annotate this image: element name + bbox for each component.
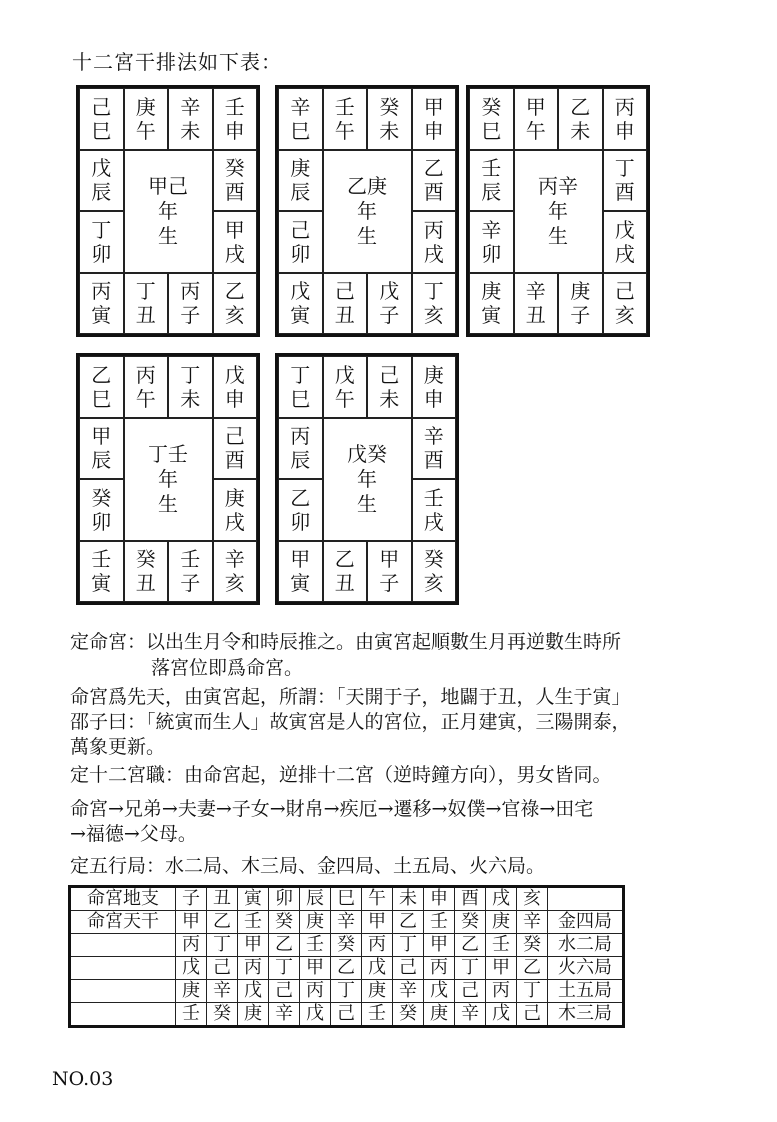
branch-cell: 未 [393,887,424,911]
palace-cell [168,356,213,418]
palace-cell [469,88,514,150]
palace-cell-label: 乙巳 [91,362,112,411]
stem-cell: 癸 [207,1003,238,1027]
palace-cell-label: 丁巳 [290,362,311,411]
palace-cell [412,541,457,603]
stem-cell: 癸 [331,934,362,957]
palace-cell-label: 丙寅 [91,279,112,328]
stem-cell: 庚 [362,980,393,1003]
palace-cell-label: 戊午 [334,362,355,411]
palace-center [124,150,213,273]
palace-cell [79,418,124,480]
center-stems: 丙辛 [538,173,578,198]
palace-cell-label: 癸丑 [135,547,156,596]
section-heading: 十二宮干排法如下表： [72,50,282,74]
palace-cell-label: 壬子 [180,547,201,596]
palace-cell [213,273,258,335]
palace-cell-label: 乙酉 [423,156,444,205]
palace-cell-label: 辛巳 [290,94,311,143]
stem-cell: 壬 [300,934,331,957]
stem-cell: 甲 [300,957,331,980]
palace-cell [124,273,169,335]
result-cell: 水二局 [548,934,624,957]
stem-cell: 甲 [362,911,393,934]
palace-cell [412,479,457,541]
stem-cell: 辛 [517,911,548,934]
stem-cell: 己 [331,1003,362,1027]
palace-cell-label: 己巳 [91,94,112,143]
branch-cell: 寅 [238,887,269,911]
palace-cell [603,88,648,150]
palace-order-line-1: 命宮→兄弟→夫妻→子女→財帛→疾厄→遷移→奴僕→官祿→田宅 [70,798,594,820]
stem-cell: 甲 [176,911,207,934]
palace-cell [514,88,559,150]
stem-cell: 戊 [176,957,207,980]
palace-cell [79,479,124,541]
table-row [70,887,624,911]
branch-cell: 亥 [517,887,548,911]
palace-cell-label: 壬寅 [91,547,112,596]
palace-center [323,418,412,541]
stem-cell: 丁 [269,957,300,980]
palace-cell [412,273,457,335]
table-row [70,957,624,980]
palace-cell-label: 庚午 [135,94,156,143]
palace-cell [79,211,124,273]
center-stems: 甲己 [148,173,188,198]
palace-cell-label: 丁亥 [423,279,444,328]
stem-cell: 甲 [486,957,517,980]
center-year-label: 年生 [158,198,178,248]
palace-cell-label: 庚戌 [224,485,245,534]
palace-cell-label: 丙子 [180,279,201,328]
xiantian-line-1: 命宮爲先天，由寅宮起，所謂：「天開于子，地闢于丑，人生于寅」 [70,686,631,708]
palace-cell [469,273,514,335]
palace-cell-label: 己酉 [224,424,245,473]
table-row [70,1003,624,1027]
palace-cell [412,356,457,418]
palace-cell-label: 乙亥 [224,279,245,328]
stem-cell: 乙 [331,957,362,980]
palace-cell-label: 壬辰 [481,156,502,205]
stem-cell: 己 [207,957,238,980]
center-stems: 丁壬 [148,441,188,466]
palace-cell-label: 丁未 [180,362,201,411]
table-row-label: 命宮天干 [70,911,176,934]
palace-cell [79,150,124,212]
branch-cell: 辰 [300,887,331,911]
branch-cell: 丑 [207,887,238,911]
palace-cell [278,418,323,480]
palace-cell-label: 丁酉 [614,156,635,205]
palace-cell [213,541,258,603]
palace-cell [323,541,368,603]
center-stems: 戊癸 [347,441,387,466]
palace-cell-label: 辛丑 [525,279,546,328]
palace-cell [278,479,323,541]
stem-cell: 庚 [486,911,517,934]
result-cell: 土五局 [548,980,624,1003]
xiantian-line-3: 萬象更新。 [70,736,166,758]
palace-cell [278,150,323,212]
palace-cell [278,88,323,150]
stem-cell: 丙 [486,980,517,1003]
branch-cell: 午 [362,887,393,911]
stem-cell: 癸 [269,911,300,934]
table-header-label: 命宮地支 [70,887,176,911]
palace-cell-label: 丙午 [135,362,156,411]
palace-cell-label: 戊子 [379,279,400,328]
palace-cell-label: 乙卯 [290,485,311,534]
palace-cell [367,88,412,150]
stem-cell: 辛 [455,1003,486,1027]
stem-cell: 乙 [455,934,486,957]
stem-cell: 丁 [207,934,238,957]
palace-order-line-2: →福德→父母。 [70,823,197,845]
palace-cell [603,211,648,273]
palace-cell [124,541,169,603]
palace-cell-label: 乙未 [570,94,591,143]
palace-cell-label: 丁丑 [135,279,156,328]
palace-cell [323,88,368,150]
palace-cell-label: 甲申 [423,94,444,143]
palace-cell-label: 庚寅 [481,279,502,328]
palace-cell [213,418,258,480]
palace-cell-label: 癸巳 [481,94,502,143]
palace-grid-bing-xin [466,85,650,337]
stem-cell: 辛 [393,980,424,1003]
center-year-label: 年生 [357,466,377,516]
stem-cell: 辛 [269,1003,300,1027]
palace-cell-label: 戊寅 [290,279,311,328]
wuxing-line: 定五行局：水二局、木三局、金四局、土五局、火六局。 [70,855,546,877]
palace-cell-label: 丁卯 [91,217,112,266]
palace-cell [323,273,368,335]
palace-grid-yi-geng [275,85,459,337]
stem-cell: 戊 [238,980,269,1003]
palace-cell-label: 辛酉 [423,424,444,473]
palace-grid-jia-ji [76,85,260,337]
palace-cell-label: 甲午 [525,94,546,143]
table-cell-empty [70,957,176,980]
stem-cell: 甲 [424,934,455,957]
ming-gong-line-2: 落宮位即爲命宮。 [151,657,304,679]
palace-cell [278,356,323,418]
palace-cell [603,150,648,212]
stem-cell: 戊 [300,1003,331,1027]
palace-cell [168,541,213,603]
stem-cell: 乙 [393,911,424,934]
palace-cell-label: 甲辰 [91,424,112,473]
table-cell-empty [548,887,624,911]
palace-cell [213,150,258,212]
stem-cell: 己 [517,1003,548,1027]
branch-cell: 酉 [455,887,486,911]
palace-cell-label: 辛未 [180,94,201,143]
result-cell: 木三局 [548,1003,624,1027]
palace-center [124,418,213,541]
palace-cell [469,150,514,212]
stem-cell: 丁 [393,934,424,957]
palace-cell-label: 庚辰 [290,156,311,205]
branch-cell: 巳 [331,887,362,911]
palace-grid-wu-gui [275,353,459,605]
palace-cell-label: 辛亥 [224,547,245,596]
stem-cell: 壬 [424,911,455,934]
palace-cell-label: 丙戌 [423,217,444,266]
stem-cell: 乙 [269,934,300,957]
twelve-palaces-line: 定十二宮職：由命宮起，逆排十二宮（逆時鐘方向），男女皆同。 [70,764,612,786]
branch-cell: 卯 [269,887,300,911]
palace-center [323,150,412,273]
table-cell-empty [70,1003,176,1027]
palace-cell [412,150,457,212]
stem-cell: 癸 [393,1003,424,1027]
stem-cell: 丁 [331,980,362,1003]
palace-cell [469,211,514,273]
palace-cell-label: 壬申 [224,94,245,143]
palace-cell-label: 己卯 [290,217,311,266]
stem-cell: 丙 [424,957,455,980]
palace-cell-label: 丙辰 [290,424,311,473]
center-stems: 乙庚 [347,173,387,198]
stem-cell: 丁 [517,980,548,1003]
stem-cell: 丙 [362,934,393,957]
palace-cell [213,211,258,273]
stem-cell: 庚 [424,1003,455,1027]
palace-cell [168,88,213,150]
palace-cell [168,273,213,335]
palace-cell [323,356,368,418]
palace-cell [79,88,124,150]
page-number: NO.03 [52,1068,114,1090]
palace-cell-label: 戊戌 [614,217,635,266]
branch-cell: 申 [424,887,455,911]
palace-cell [213,479,258,541]
palace-cell-label: 壬午 [334,94,355,143]
palace-cell [79,273,124,335]
stem-cell: 癸 [517,934,548,957]
palace-cell-label: 己未 [379,362,400,411]
ming-gong-line-1: 定命宮：以出生月令和時辰推之。由寅宮起順數生月再逆數生時所 [70,631,622,653]
stem-cell: 壬 [362,1003,393,1027]
stem-cell: 甲 [238,934,269,957]
table-cell-empty [70,980,176,1003]
stem-cell: 乙 [517,957,548,980]
palace-cell-label: 庚申 [423,362,444,411]
stem-cell: 丙 [300,980,331,1003]
palace-cell [558,273,603,335]
result-cell: 火六局 [548,957,624,980]
palace-cell-label: 己丑 [334,279,355,328]
stem-cell: 己 [393,957,424,980]
palace-cell-label: 己亥 [614,279,635,328]
palace-cell [79,356,124,418]
palace-cell [278,273,323,335]
branch-cell: 戌 [486,887,517,911]
stem-cell: 己 [269,980,300,1003]
palace-center [514,150,603,273]
palace-cell [367,541,412,603]
stem-cell: 戊 [362,957,393,980]
palace-cell [213,356,258,418]
stem-cell: 庚 [300,911,331,934]
stem-cell: 辛 [207,980,238,1003]
wuxing-table [68,885,625,1028]
palace-cell [79,541,124,603]
stem-cell: 丙 [176,934,207,957]
xiantian-line-2: 邵子曰：「統寅而生人」故寅宮是人的宮位，正月建寅，三陽開泰， [70,711,631,733]
palace-cell-label: 甲戌 [224,217,245,266]
palace-cell [412,418,457,480]
palace-grid-ding-ren [76,353,260,605]
palace-cell [412,88,457,150]
table-row [70,934,624,957]
palace-cell-label: 癸卯 [91,485,112,534]
stem-cell: 庚 [238,1003,269,1027]
result-cell: 金四局 [548,911,624,934]
stem-cell: 辛 [331,911,362,934]
palace-cell [124,356,169,418]
stem-cell: 庚 [176,980,207,1003]
stem-cell: 壬 [238,911,269,934]
palace-cell-label: 壬戌 [423,485,444,534]
palace-cell-label: 甲寅 [290,547,311,596]
stem-cell: 壬 [176,1003,207,1027]
table-row [70,911,624,934]
branch-cell: 子 [176,887,207,911]
palace-cell-label: 辛卯 [481,217,502,266]
palace-cell-label: 甲子 [379,547,400,596]
palace-cell-label: 癸未 [379,94,400,143]
palace-cell-label: 乙丑 [334,547,355,596]
center-year-label: 年生 [158,466,178,516]
palace-cell-label: 戊申 [224,362,245,411]
stem-cell: 丙 [238,957,269,980]
stem-cell: 戊 [486,1003,517,1027]
stem-cell: 己 [455,980,486,1003]
palace-cell [213,88,258,150]
palace-cell [367,356,412,418]
palace-cell-label: 丙申 [614,94,635,143]
stem-cell: 丁 [455,957,486,980]
palace-cell [558,88,603,150]
stem-cell: 乙 [207,911,238,934]
stem-cell: 戊 [424,980,455,1003]
palace-cell-label: 癸亥 [423,547,444,596]
palace-cell-label: 戊辰 [91,156,112,205]
stem-cell: 癸 [455,911,486,934]
palace-cell [412,211,457,273]
palace-cell [278,541,323,603]
center-year-label: 年生 [548,198,568,248]
stem-cell: 壬 [486,934,517,957]
palace-cell [514,273,559,335]
palace-cell-label: 庚子 [570,279,591,328]
palace-cell [603,273,648,335]
center-year-label: 年生 [357,198,377,248]
palace-cell [278,211,323,273]
palace-cell-label: 癸酉 [224,156,245,205]
palace-cell [124,88,169,150]
palace-cell [367,273,412,335]
table-row [70,980,624,1003]
table-cell-empty [70,934,176,957]
